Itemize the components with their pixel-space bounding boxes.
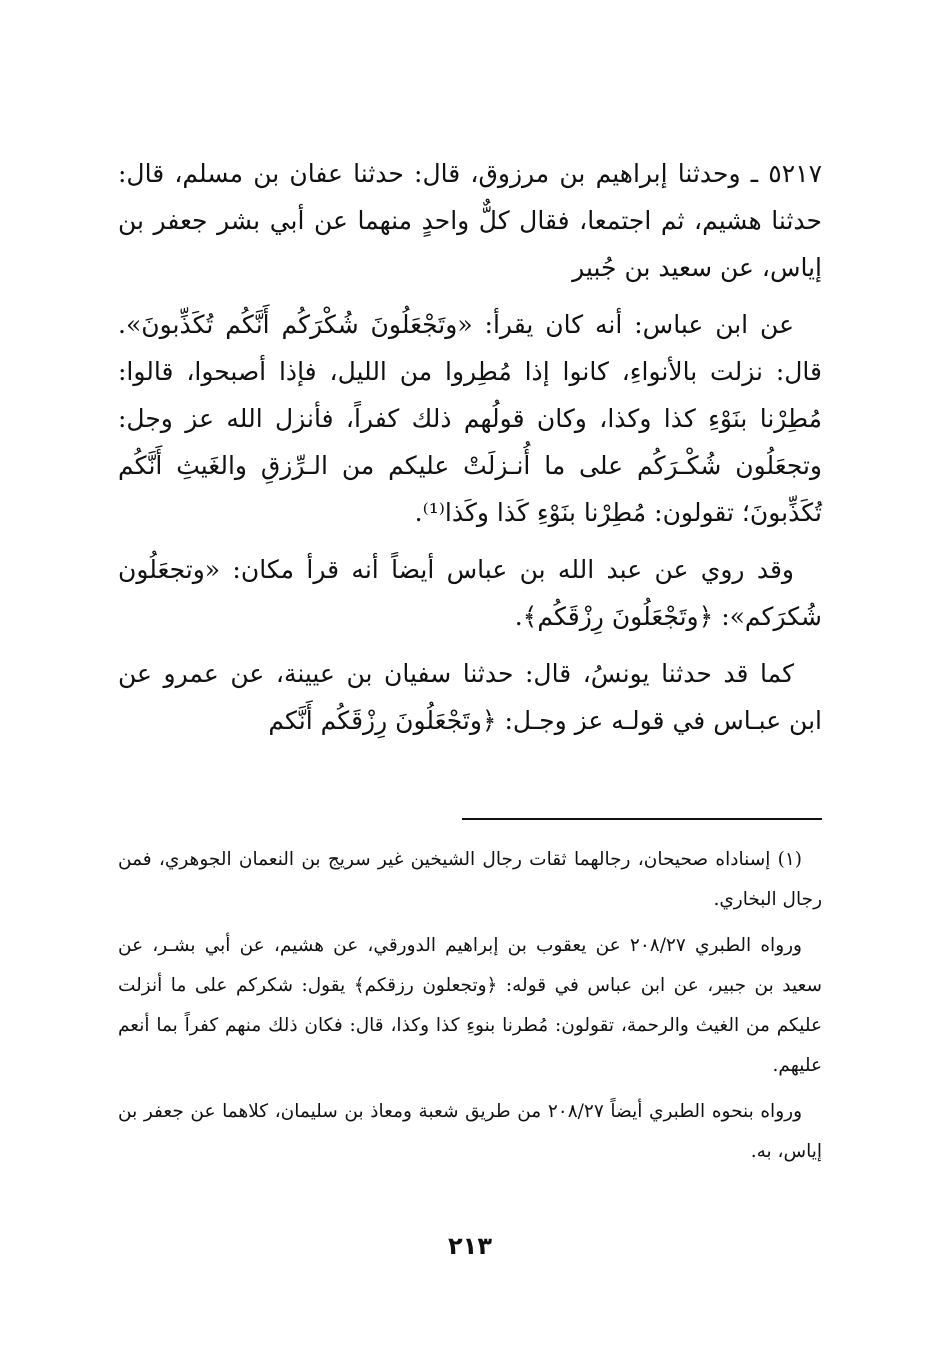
main-text-body [118,150,822,744]
footnotes-section [118,840,822,1178]
footnote-paragraph: ورواه بنحوه الطبري أيضاً ٢٠٨/٢٧ من طريق شعبة ومعاذ بن سليمان، كلاهما عن جعفر بن إياس، به. [118,1101,822,1162]
page-number: ٢١٣ [448,1232,492,1260]
footnote-separator [462,818,822,820]
hadith-paragraph: كما قد حدثنا يونسُ، قال: حدثنا سفيان بن عيينة، عن عمرو عن ابن عبـاس في قولـه عز وجـل: ﴿وتَجْعَلُونَ رِزْقَكُم أَنَّكم [118,659,822,735]
hadith-paragraph: ٥٢١٧ ـ وحدثنا إبراهيم بن مرزوق، قال: حدثنا عفان بن مسلم، قال: حدثنا هشيم، ثم اجتمعا، فقال كلٌّ واحدٍ منهما عن أبي بشر جعفر بن إياس، عن سعيد بن جُبير [118,159,822,282]
document-page [118,150,822,1300]
footnote-paragraph: (١) إسناداه صحيحان، رجالهما ثقات رجال الشيخين غير سريج بن النعمان الجوهري، فمن رجال البخاري. [118,849,822,910]
hadith-paragraph: وقد روي عن عبد الله بن عباس أيضاً أنه قرأ مكان: «وتجعَلُون شُكرَكم»: ﴿وتَجْعَلُونَ رِزْقَكُم﴾. [118,555,822,631]
footnote-paragraph: ورواه الطبري ٢٠٨/٢٧ عن يعقوب بن إبراهيم الدورقي، عن هشيم، عن أبي بشـر، عن سعيد بن جبير، عن ابن عباس في قوله: ﴿وتجعلون رزقكم﴾ يقول: شكركم على ما أنزلت عليكم من الغيث والرحمة، تقولون: مُطرنا بنوءِ كذا وكذا، قال: فكان ذلك منهم كفراً بما أنعم عليهم. [118,935,822,1076]
hadith-paragraph: عن ابن عباس: أنه كان يقرأ: «وتَجْعَلُونَ شُكْرَكُم أَنَّكُم تُكَذِّبونَ». قال: نزلت بالأنواءِ، كانوا إذا مُطِروا من الليل، فإذا أصبحوا، قالوا: مُطِرْنا بنَوْءِ كذا وكذا، وكان قولُهم ذلك كفراً، فأنزل الله عز وجل: وتجعَلُون شُكْـرَكُم على ما أُنـزلَتْ عليكم من الـرِّزقِ والغَيثِ أَنَّكُم تُكَذِّبونَ؛ تقولون: مُطِرْنا بنَوْءِ كَذا وكَذا⁽¹⁾. [118,310,822,527]
